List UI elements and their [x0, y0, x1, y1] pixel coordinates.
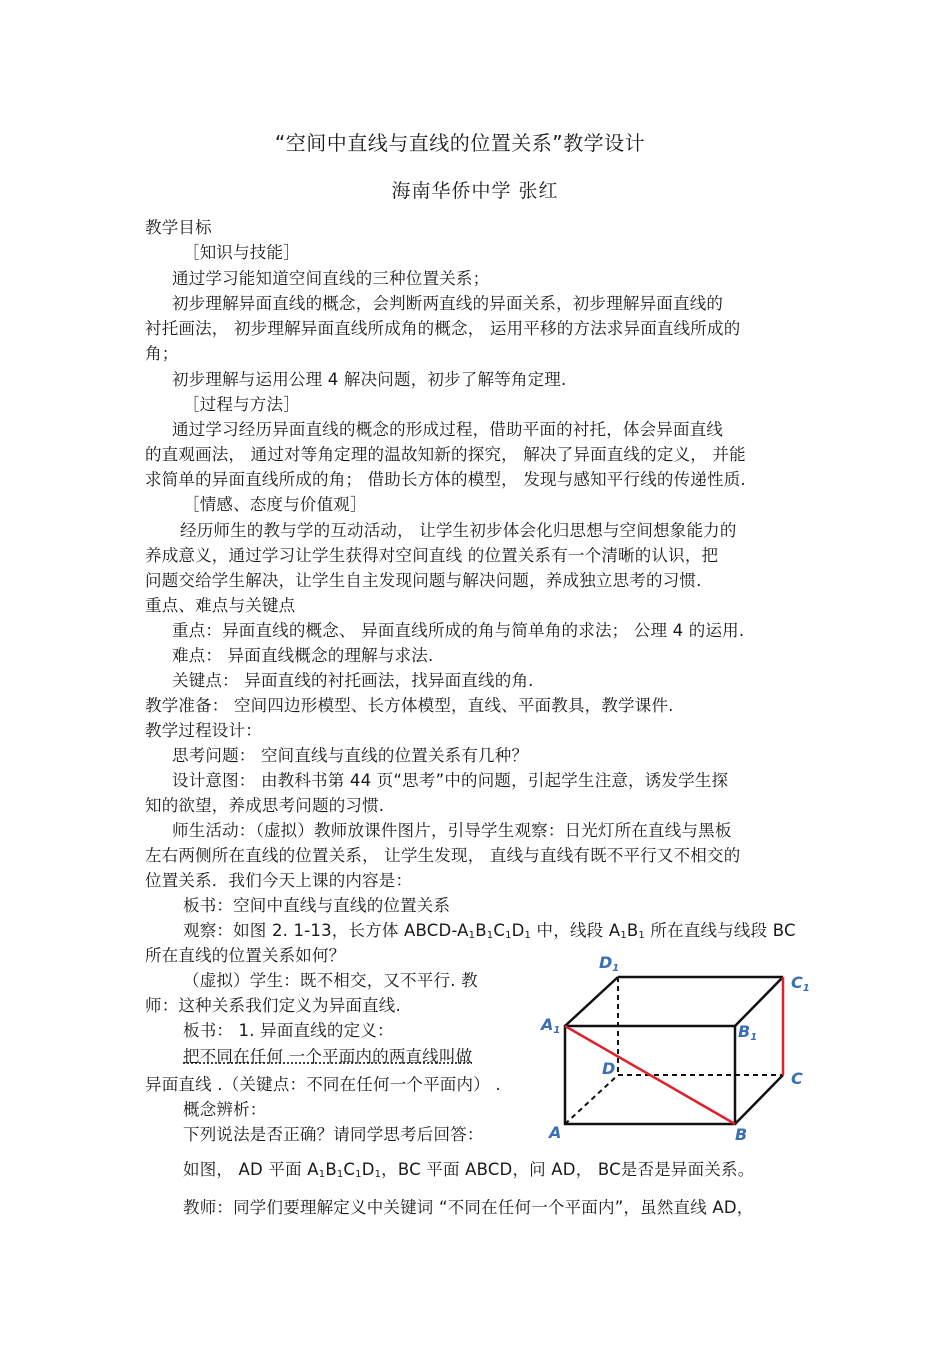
definition-text: 把不同在任何 一个平面内的两直线叫做: [183, 1047, 473, 1066]
section-goals-heading: 教学目标: [145, 218, 212, 237]
label-a1: A1: [541, 1015, 561, 1036]
observe-suffix: 所在直线与线段 BC: [650, 921, 796, 940]
focus-text: 重点：异面直线的概念、 异面直线所成的角与简单角的求法； 公理 4 的运用.: [172, 621, 745, 640]
goal-text: 求简单的异面直线所成的角； 借助长方体的模型， 发现与感知平行线的传递性质.: [145, 470, 746, 489]
question-text: 思考问题： 空间直线与直线的位置关系有几种？: [172, 746, 529, 765]
student-text: （虚拟）学生：既不相交，又不平行. 教: [183, 971, 478, 990]
intent-text: 知的欲望，养成思考问题的习惯.: [145, 796, 385, 815]
concept-heading: 概念辨析：: [183, 1100, 267, 1119]
goal-text: 衬托画法， 初步理解异面直线所成角的概念， 运用平移的方法求异面直线所成的: [145, 319, 741, 338]
goal-text: 初步理解异面直线的概念，会判断两直线的异面关系，初步理解异面直线的: [172, 294, 724, 313]
question-prompt: 下列说法是否正确？请同学思考后回答：: [183, 1125, 484, 1144]
label-d: D: [602, 1059, 616, 1078]
board-text: 板书： 1. 异面直线的定义：: [183, 1021, 394, 1040]
board-text: 板书：空间中直线与直线的位置关系: [183, 896, 451, 915]
goal-text: 问题交给学生解决，让学生自主发现问题与解决问题，养成独立思考的习惯.: [145, 571, 702, 590]
example-prefix: 如图， AD 平面: [183, 1160, 302, 1179]
segment-name: $A_1B_1$: [608, 921, 645, 941]
document-title: “空间中直线与直线的位置关系”教学设计: [274, 131, 646, 155]
knowledge-heading: ［知识与技能］: [183, 243, 300, 262]
goal-text: 养成意义，通过学习让学生获得对空间直线 的位置关系有一个清晰的认识，把: [145, 546, 719, 565]
process-heading: 教学过程设计：: [145, 721, 262, 740]
observe-text: [183, 921, 796, 946]
intent-text: 设计意图： 由教科书第 44 页“思考”中的问题，引起学生注意，诱发学生探: [172, 771, 729, 790]
author-line: 海南华侨中学 张红: [391, 180, 559, 202]
label-a: A: [549, 1123, 562, 1142]
emotion-heading: ［情感、态度与价值观］: [183, 495, 367, 514]
activity-text: 师生活动：（虚拟）教师放课件图片，引导学生观察：日光灯所在直线与黑板: [172, 821, 732, 840]
label-b: B: [735, 1125, 748, 1144]
key-point-text: 关键点： 异面直线的衬托画法，找异面直线的角.: [172, 671, 534, 690]
example-suffix: ，BC 平面 ABCD，问 AD， BC是否是异面关系。: [381, 1160, 755, 1179]
process-method-heading: ［过程与方法］: [183, 395, 300, 414]
activity-text: 位置关系．我们今天上课的内容是：: [145, 871, 413, 890]
key-points-heading: 重点、难点与关键点: [145, 596, 296, 615]
cube-name: ABCD-$A_1B_1C_1D_1$: [404, 921, 532, 941]
example-text: [183, 1160, 754, 1185]
label-c: C: [791, 1069, 803, 1088]
teaching-prep: 教学准备： 空间四边形模型、长方体模型，直线、平面教具，教学课件.: [145, 696, 674, 715]
label-c1: C1: [791, 973, 810, 994]
student-text: 师：这种关系我们定义为异面直线.: [145, 996, 401, 1015]
goal-text: 角；: [145, 344, 179, 363]
definition-text: 异面直线 .（关键点：不同在任何一个平面内） .: [145, 1075, 501, 1094]
goal-text: 经历师生的教与学的互动活动， 让学生初步体会化归思想与空间想象能力的: [180, 521, 737, 540]
observe-prefix: 观察：如图 2. 1-13，长方体: [183, 921, 399, 940]
label-d1: D1: [599, 953, 620, 974]
plane-name: $A_1B_1C_1D_1$: [307, 1160, 382, 1180]
teacher-text: 教师：同学们要理解定义中关键词 “不同在任何一个平面内”，虽然直线 AD，: [183, 1198, 754, 1217]
activity-text: 左右两侧所在直线的位置关系， 让学生发现， 直线与直线有既不平行又不相交的: [145, 846, 741, 865]
cuboid-figure: [535, 948, 820, 1144]
difficulty-text: 难点： 异面直线概念的理解与求法.: [172, 646, 434, 665]
goal-text: 初步理解与运用公理 4 解决问题，初步了解等角定理.: [172, 370, 567, 389]
label-b1: B1: [738, 1022, 758, 1043]
goal-text: 的直观画法， 通过对等角定理的温故知新的探究， 解决了异面直线的定义， 并能: [145, 445, 746, 464]
observe-middle: 中，线段: [536, 921, 604, 940]
goal-text: 通过学习能知道空间直线的三种位置关系；: [172, 269, 490, 288]
observe-text: 所在直线的位置关系如何？: [145, 946, 346, 965]
goal-text: 通过学习经历异面直线的概念的形成过程，借助平面的衬托，体会异面直线: [172, 420, 724, 439]
